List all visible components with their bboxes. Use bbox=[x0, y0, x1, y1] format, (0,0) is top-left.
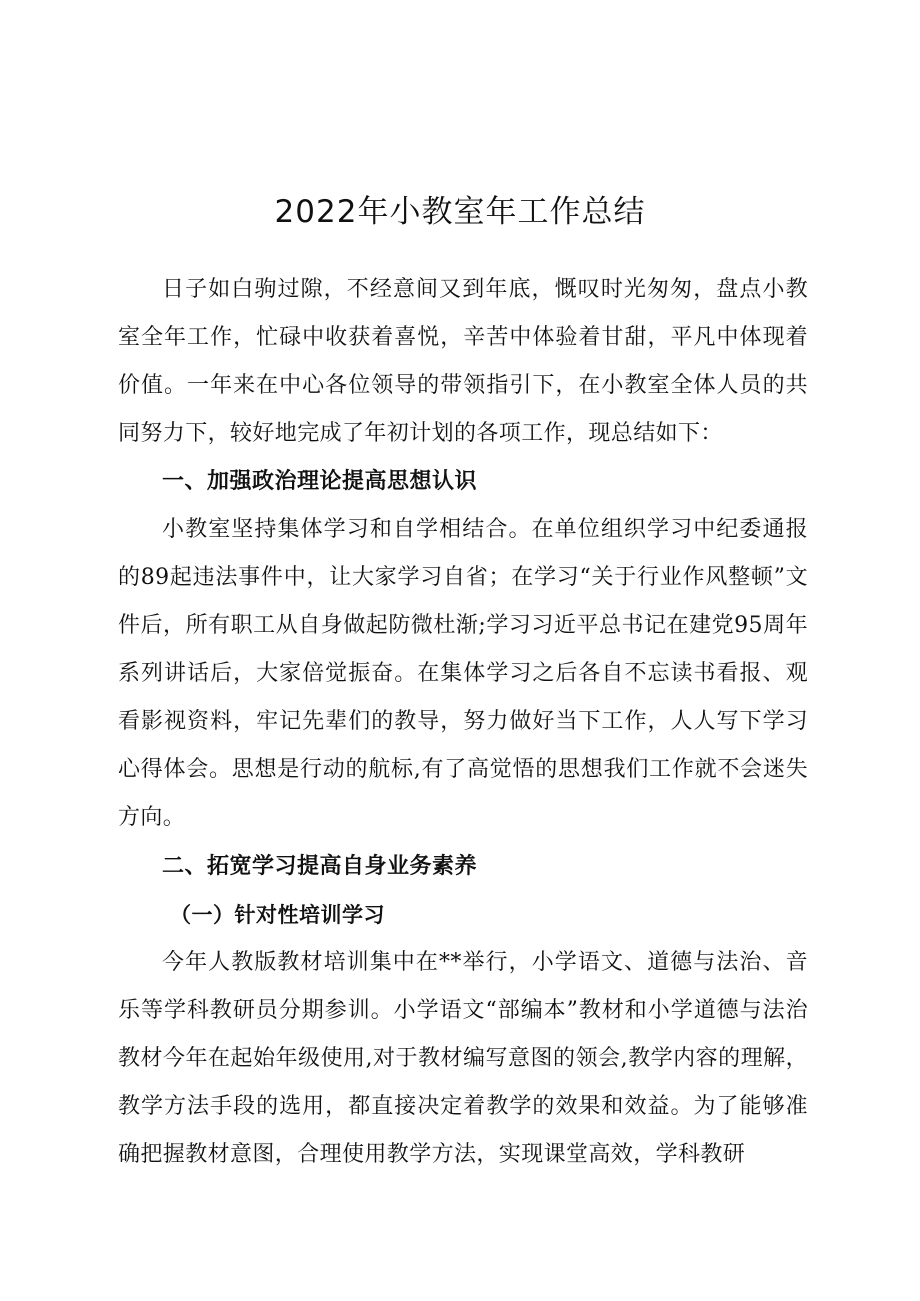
section-1-paragraph: 小教室坚持集体学习和自学相结合。在单位组织学习中纪委通报的89起违法事件中，让大家学习自省；在学习“关于行业作风整顿”文件后，所有职工从自身做起防微杜渐;学习习近平总书记在建党95周年系列讲话后，大家倍觉振奋。在集体学习之后各自不忘读书看报、观看影视资料，牢记先辈们的教导，努力做好当下工作，人人写下学习心得体会。思想是行动的航标,有了高觉悟的思想我们工作就不会迷失方向。 bbox=[118, 517, 808, 830]
document-title: 2022年小教室年工作总结 bbox=[274, 194, 646, 230]
intro-paragraph: 日子如白驹过隙，不经意间又到年底，慨叹时光匆匆，盘点小教室全年工作，忙碌中收获着喜悦，辛苦中体验着甘甜，平凡中体现着价值。一年来在中心各位领导的带领指引下，在小教室全体人员的共同努力下，较好地完成了年初计划的各项工作，现总结如下： bbox=[118, 277, 808, 446]
section-2-heading: 二、拓宽学习提高自身业务素养 bbox=[162, 854, 478, 879]
section-2-paragraph: 今年人教版教材培训集中在**举行，小学语文、道德与法治、音乐等学科教研员分期参训。小学语文“部编本”教材和小学道德与法治教材今年在起始年级使用,对于教材编写意图的领会,教学内容的理解，教学方法手段的选用，都直接决定着教学的效果和效益。为了能够准确把握教材意图，合理使用教学方法，实现课堂高效，学科教研 bbox=[118, 950, 808, 1167]
section-1-heading: 一、加强政治理论提高思想认识 bbox=[162, 469, 478, 494]
section-2-subheading: （一）针对性培训学习 bbox=[170, 902, 385, 927]
